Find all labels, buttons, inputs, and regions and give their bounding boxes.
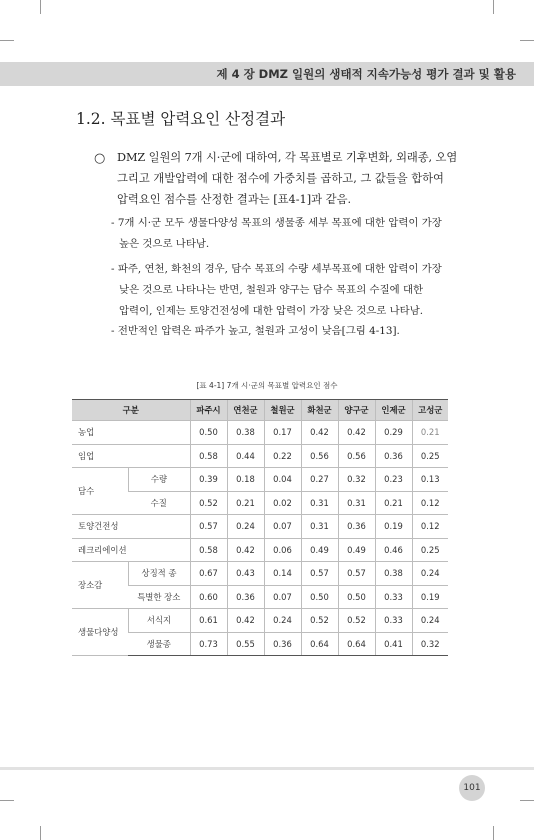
table-cell: 0.41 xyxy=(375,632,412,656)
finding-item xyxy=(111,259,471,322)
table-cell: 0.38 xyxy=(227,421,264,445)
table-cell: 0.36 xyxy=(375,444,412,468)
table-cell: 0.21 xyxy=(227,491,264,515)
row-sub-label: 서식지 xyxy=(128,609,190,633)
finding-line: - 파주, 연천, 화천의 경우, 담수 목표의 수량 세부목표에 대한 압력이 가장 xyxy=(111,263,442,275)
table-row xyxy=(72,444,448,468)
table-cell: 0.39 xyxy=(190,468,227,492)
table-row xyxy=(72,491,448,515)
table-cell: 0.58 xyxy=(190,538,227,562)
table-row xyxy=(72,609,448,633)
column-header: 연천군 xyxy=(227,400,264,421)
crop-mark xyxy=(520,800,534,801)
table-cell: 0.57 xyxy=(338,562,375,586)
section-title: 1.2. 목표별 압력요인 산정결과 xyxy=(76,110,286,128)
table-cell: 0.21 xyxy=(412,421,448,445)
table-cell: 0.17 xyxy=(264,421,301,445)
intro-line: 그리고 개발압력에 대한 점수에 가중치를 곱하고, 그 값들을 합하여 xyxy=(117,172,444,185)
table-cell: 0.29 xyxy=(375,421,412,445)
row-label: 농업 xyxy=(72,421,190,445)
table-cell: 0.67 xyxy=(190,562,227,586)
table-cell: 0.32 xyxy=(338,468,375,492)
table-row xyxy=(72,632,448,656)
crop-mark xyxy=(0,800,14,801)
table-header-row xyxy=(72,400,448,421)
table-cell: 0.19 xyxy=(412,585,448,609)
table-cell: 0.64 xyxy=(301,632,338,656)
table-cell: 0.42 xyxy=(301,421,338,445)
table-cell: 0.60 xyxy=(190,585,227,609)
row-label: 임업 xyxy=(72,444,190,468)
circle-bullet-icon: ○ xyxy=(94,151,106,166)
table-cell: 0.06 xyxy=(264,538,301,562)
footer-divider xyxy=(0,767,534,770)
table-row xyxy=(72,515,448,539)
finding-line: - 전반적인 압력은 파주가 높고, 철원과 고성이 낮음[그림 4-13]. xyxy=(111,325,400,337)
table-cell: 0.36 xyxy=(227,585,264,609)
table-cell: 0.52 xyxy=(301,609,338,633)
table-cell: 0.24 xyxy=(264,609,301,633)
table-cell: 0.55 xyxy=(227,632,264,656)
table-row xyxy=(72,562,448,586)
table-cell: 0.19 xyxy=(375,515,412,539)
table-cell: 0.24 xyxy=(412,609,448,633)
table-cell: 0.57 xyxy=(301,562,338,586)
table-cell: 0.56 xyxy=(338,444,375,468)
column-header: 양구군 xyxy=(338,400,375,421)
table-cell: 0.42 xyxy=(227,538,264,562)
table-cell: 0.27 xyxy=(301,468,338,492)
column-header: 고성군 xyxy=(412,400,448,421)
table-cell: 0.24 xyxy=(412,562,448,586)
table-cell: 0.18 xyxy=(227,468,264,492)
finding-line: - 7개 시·군 모두 생물다양성 목표의 생물종 세부 목표에 대한 압력이 가장 xyxy=(111,217,442,229)
finding-item xyxy=(111,213,471,255)
table-cell: 0.50 xyxy=(190,421,227,445)
table-cell: 0.49 xyxy=(301,538,338,562)
row-group-label: 담수 xyxy=(72,468,128,515)
row-sub-label: 상징적 종 xyxy=(128,562,190,586)
table-cell: 0.50 xyxy=(301,585,338,609)
column-header: 화천군 xyxy=(301,400,338,421)
row-sub-label: 수량 xyxy=(128,468,190,492)
table-cell: 0.13 xyxy=(412,468,448,492)
table-cell: 0.46 xyxy=(375,538,412,562)
table-row xyxy=(72,585,448,609)
table-cell: 0.07 xyxy=(264,585,301,609)
table-cell: 0.36 xyxy=(338,515,375,539)
crop-mark xyxy=(0,40,14,41)
table-cell: 0.32 xyxy=(412,632,448,656)
intro-paragraph xyxy=(117,147,467,210)
column-header: 파주시 xyxy=(190,400,227,421)
column-header: 철원군 xyxy=(264,400,301,421)
table-cell: 0.31 xyxy=(301,491,338,515)
column-header: 인제군 xyxy=(375,400,412,421)
crop-mark xyxy=(40,0,41,14)
intro-line: 압력요인 점수를 산정한 결과는 [표4-1]과 같음. xyxy=(117,193,352,206)
row-label: 토양건전성 xyxy=(72,515,190,539)
table-cell: 0.64 xyxy=(338,632,375,656)
crop-mark xyxy=(40,826,41,840)
table-cell: 0.31 xyxy=(338,491,375,515)
table-cell: 0.23 xyxy=(375,468,412,492)
table-row xyxy=(72,421,448,445)
header-category: 구분 xyxy=(72,400,190,421)
table-cell: 0.02 xyxy=(264,491,301,515)
row-sub-label: 수질 xyxy=(128,491,190,515)
row-group-label: 장소감 xyxy=(72,562,128,609)
table-cell: 0.42 xyxy=(338,421,375,445)
pressure-score-table xyxy=(72,399,448,656)
page-number-badge: 101 xyxy=(459,775,485,801)
table-cell: 0.04 xyxy=(264,468,301,492)
table-cell: 0.57 xyxy=(190,515,227,539)
table-cell: 0.44 xyxy=(227,444,264,468)
table-cell: 0.31 xyxy=(301,515,338,539)
table-cell: 0.52 xyxy=(190,491,227,515)
table-cell: 0.52 xyxy=(338,609,375,633)
table-cell: 0.43 xyxy=(227,562,264,586)
row-group-label: 생물다양성 xyxy=(72,609,128,656)
table-cell: 0.33 xyxy=(375,609,412,633)
table-cell: 0.22 xyxy=(264,444,301,468)
table-cell: 0.12 xyxy=(412,515,448,539)
table-caption: [표 4-1] 7개 시·군의 목표별 압력요인 점수 xyxy=(196,381,338,390)
table-cell: 0.24 xyxy=(227,515,264,539)
table-cell: 0.42 xyxy=(227,609,264,633)
finding-line: 높은 것으로 나타남. xyxy=(119,238,210,250)
running-header-title: 제 4 장 DMZ 일원의 생태적 지속가능성 평가 결과 및 활용 xyxy=(216,67,516,81)
table-cell: 0.25 xyxy=(412,444,448,468)
crop-mark xyxy=(520,40,534,41)
table-cell: 0.58 xyxy=(190,444,227,468)
table-cell: 0.33 xyxy=(375,585,412,609)
table-cell: 0.38 xyxy=(375,562,412,586)
row-sub-label: 생물종 xyxy=(128,632,190,656)
table-cell: 0.07 xyxy=(264,515,301,539)
finding-item xyxy=(111,321,471,342)
table-cell: 0.61 xyxy=(190,609,227,633)
table-cell: 0.14 xyxy=(264,562,301,586)
crop-mark xyxy=(493,0,494,14)
finding-line: 압력이, 인제는 토양건전성에 대한 압력이 가장 낮은 것으로 나타남. xyxy=(119,305,424,317)
table-cell: 0.36 xyxy=(264,632,301,656)
finding-line: 낮은 것으로 나타나는 반면, 철원과 양구는 담수 목표의 수질에 대한 xyxy=(119,284,424,296)
table-cell: 0.12 xyxy=(412,491,448,515)
table-row xyxy=(72,468,448,492)
table-cell: 0.56 xyxy=(301,444,338,468)
intro-line: DMZ 일원의 7개 시·군에 대하여, 각 목표별로 기후변화, 외래종, 오염 xyxy=(117,151,458,164)
crop-mark xyxy=(493,826,494,840)
table-cell: 0.50 xyxy=(338,585,375,609)
table-cell: 0.25 xyxy=(412,538,448,562)
table-cell: 0.73 xyxy=(190,632,227,656)
row-label: 레크리에이션 xyxy=(72,538,190,562)
row-sub-label: 특별한 장소 xyxy=(128,585,190,609)
table-cell: 0.49 xyxy=(338,538,375,562)
table-cell: 0.21 xyxy=(375,491,412,515)
table-row xyxy=(72,538,448,562)
